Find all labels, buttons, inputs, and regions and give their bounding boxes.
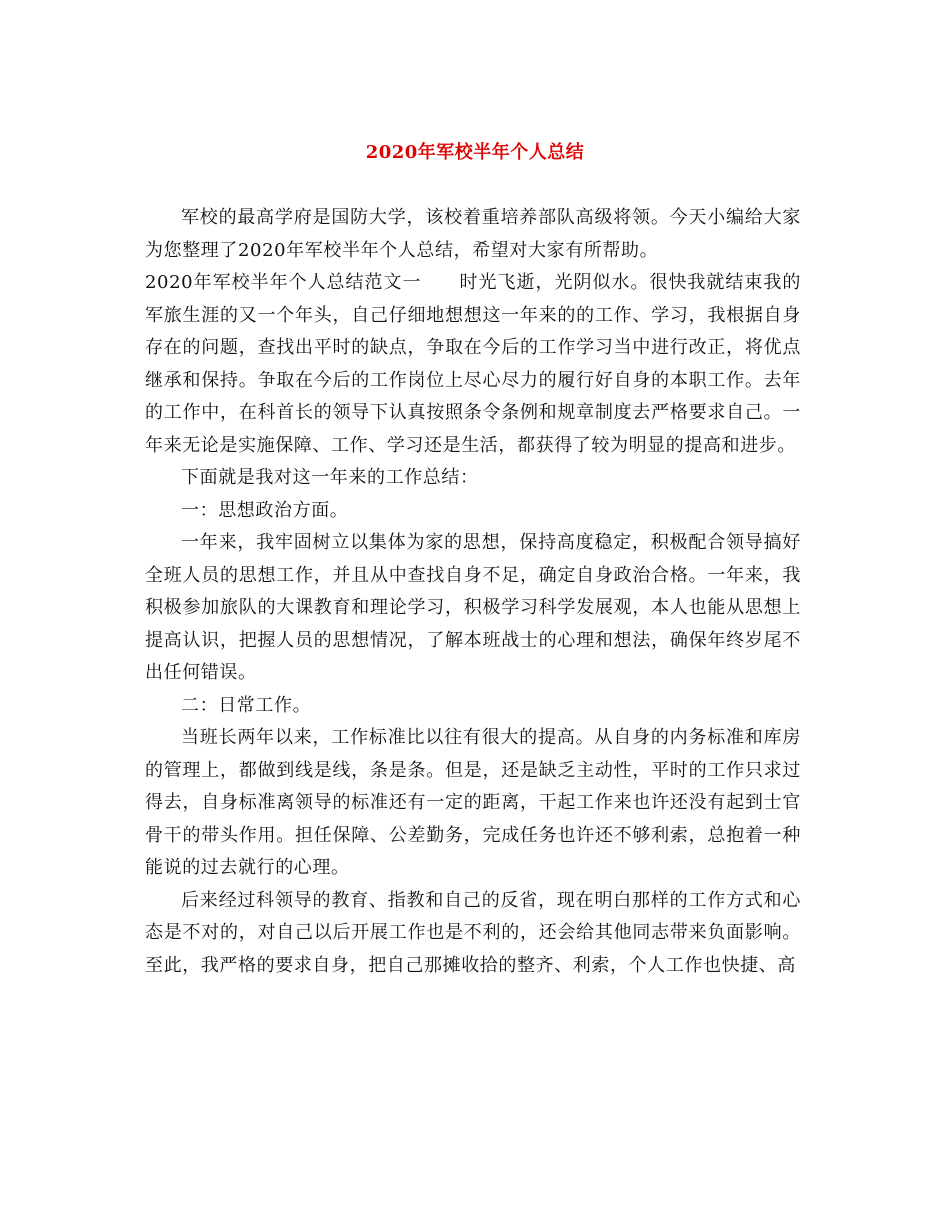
document-title: 2020年军校半年个人总结 <box>365 142 585 163</box>
document-body <box>145 202 801 982</box>
paragraph-sample-one: 2020年军校半年个人总结范文一 时光飞逝，光阴似水。很快我就结束我的军旅生涯的又一个年头，自己仔细地想想这一年来的的工作、学习，我根据自身存在的问题，查找出平时的缺点，争取在今后的工作学习当中进行改正，将优点继承和保持。争取在今后的工作岗位上尽心尽力的履行好自身的本职工作。去年的工作中，在科首长的领导下认真按照条令条例和规章制度去严格要求自己。一年来无论是实施保障、工作、学习还是生活，都获得了较为明显的提高和进步。 <box>145 272 801 456</box>
section-heading-political: 一：思想政治方面。 <box>181 499 349 521</box>
paragraph-political: 一年来，我牢固树立以集体为家的思想，保持高度稳定，积极配合领导搞好全班人员的思想工作，并且从中查找自身不足，确定自身政治合格。一年来，我积极参加旅队的大课教育和理论学习，积极学习科学发展观，本人也能从思想上提高认识，把握人员的思想情况，了解本班战士的心理和想法，确保年终岁尾不出任何错误。 <box>145 532 801 683</box>
paragraph-daily-work: 当班长两年以来，工作标准比以往有很大的提高。从自身的内务标准和库房的管理上，都做到线是线，条是条。但是，还是缺乏主动性，平时的工作只求过得去，自身标准离领导的标准还有一定的距离，干起工作来也许还没有起到士官骨干的带头作用。担任保障、公差勤务，完成任务也许还不够利索，总抱着一种能说的过去就行的心理。 <box>145 727 801 878</box>
section-heading-daily-work: 二：日常工作。 <box>181 694 312 716</box>
paragraph-intro: 军校的最高学府是国防大学，该校着重培养部队高级将领。今天小编给大家为您整理了2020年军校半年个人总结，希望对大家有所帮助。 <box>145 207 801 261</box>
paragraph-reflection: 后来经过科领导的教育、指教和自己的反省，现在明白那样的工作方式和心态是不对的，对自己以后开展工作也是不利的，还会给其他同志带来负面影响。至此，我严格的要求自身，把自己那摊收拾的整齐、利索，个人工作也快捷、高 <box>145 889 801 976</box>
paragraph-summary-lead: 下面就是我对这一年来的工作总结： <box>181 467 479 488</box>
